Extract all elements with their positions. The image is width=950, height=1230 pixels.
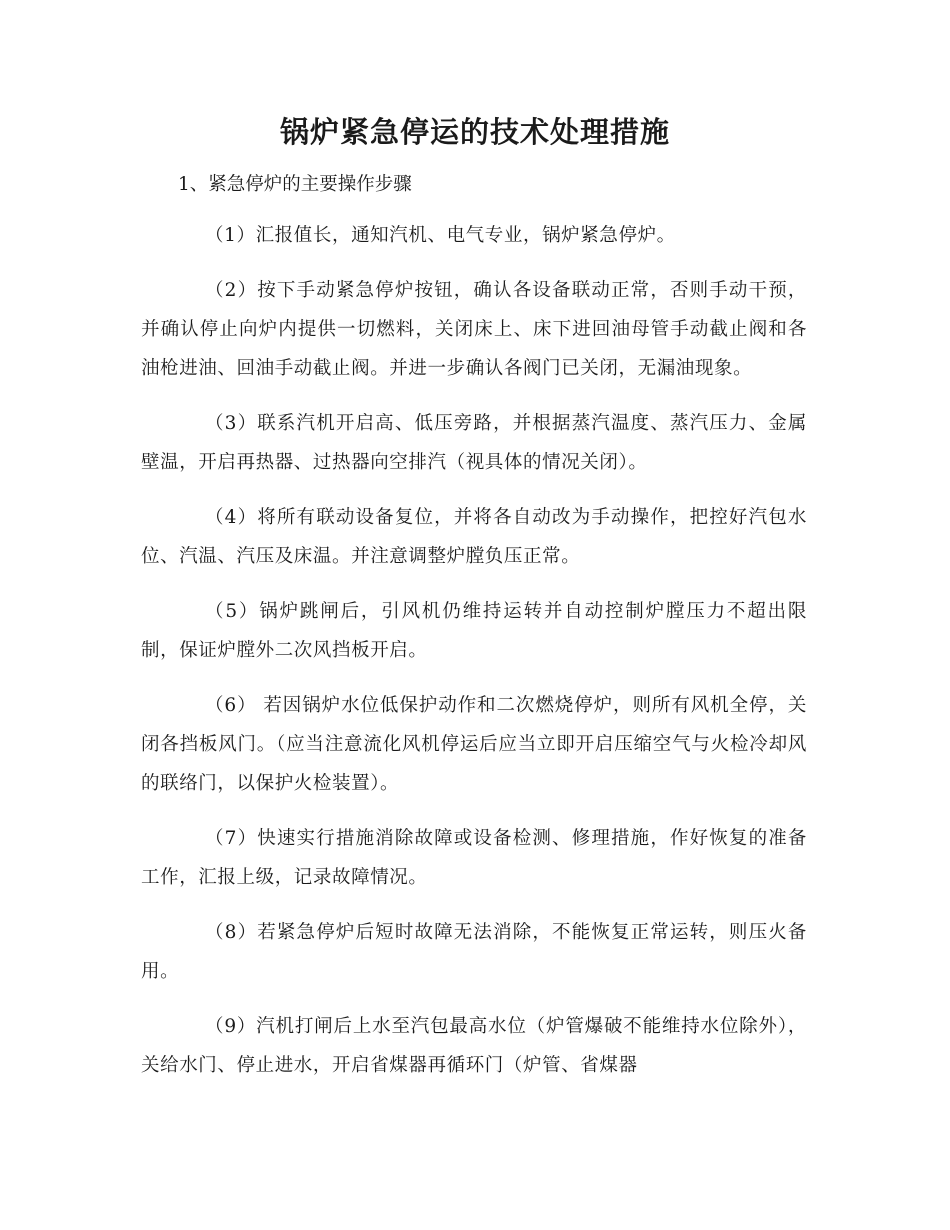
paragraph-step-9: （9）汽机打闸后上水至汽包最高水位（炉管爆破不能维持水位除外），关给水门、停止进水，开启省煤器再循环门（炉管、省煤器 [141,1016,807,1076]
paragraph-step-6: （6） 若因锅炉水位低保护动作和二次燃烧停炉，则所有风机全停，关闭各挡板风门。（应当注意流化风机停运后应当立即开启压缩空气与火检冷却风的联络门，以保护火检装置）。 [141,695,807,794]
paragraph-step-7: （7）快速实行措施消除故障或设备检测、修理措施，作好恢复的准备工作，汇报上级，记录故障情况。 [141,828,807,888]
paragraph-step-3: （3）联系汽机开启高、低压旁路，并根据蒸汽温度、蒸汽压力、金属壁温，开启再热器、过热器向空排汽（视具体的情况关闭）。 [141,413,807,473]
paragraph-step-8: （8）若紧急停炉后短时故障无法消除，不能恢复正常运转，则压火备用。 [141,922,807,982]
paragraph-step-1: （1）汇报值长，通知汽机、电气专业，锅炉紧急停炉。 [205,225,676,246]
paragraph-step-5: （5）锅炉跳闸后，引风机仍维持运转并自动控制炉膛压力不超出限制，保证炉膛外二次风挡板开启。 [141,601,807,661]
document-body [141,216,807,1101]
document-title: 锅炉紧急停运的技术处理措施 [279,115,670,149]
paragraph-step-2: （2）按下手动紧急停炉按钮，确认各设备联动正常，否则手动干预，并确认停止向炉内提供一切燃料，关闭床上、床下进回油母管手动截止阀和各油枪进油、回油手动截止阀。并进一步确认各阀门已关闭，无漏油现象。 [141,280,807,379]
section-heading: 1、紧急停炉的主要操作步骤 [178,174,412,195]
paragraph-step-4: （4）将所有联动设备复位，并将各自动改为手动操作，把控好汽包水位、汽温、汽压及床温。并注意调整炉膛负压正常。 [141,507,807,567]
